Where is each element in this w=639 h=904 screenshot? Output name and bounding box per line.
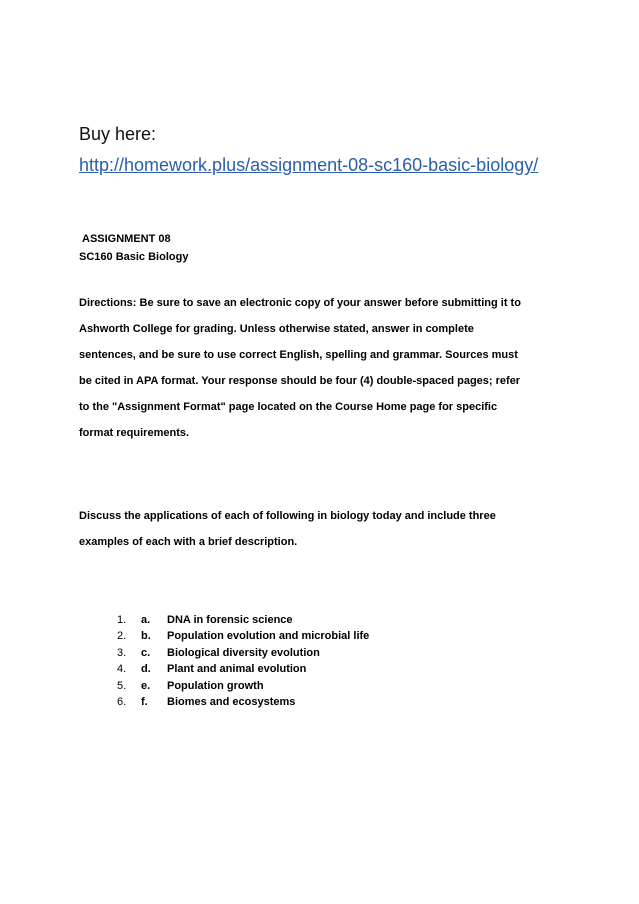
topic-letter: a. — [141, 614, 151, 626]
topic-item — [117, 678, 369, 694]
topic-letter: b. — [141, 630, 151, 643]
purchase-link[interactable]: http://homework.plus/assignment-08-sc160-basic-biology/ — [79, 155, 539, 175]
topic-item — [117, 645, 369, 661]
course-title: SC160 Basic Biology — [79, 251, 189, 263]
directions-line: to the "Assignment Format" page located on the Course Home page for specific — [79, 401, 498, 413]
topic-item — [117, 628, 369, 644]
topic-letter: d. — [141, 663, 151, 676]
topic-number: 5. — [117, 679, 127, 692]
topic-number: 2. — [117, 630, 127, 643]
topic-number: 3. — [117, 646, 127, 659]
assignment-title: ASSIGNMENT 08 — [82, 233, 171, 245]
topic-text: Biological diversity evolution — [167, 646, 320, 659]
directions-line: be cited in APA format. Your response should be four (4) double-spaced pages; refer — [79, 375, 521, 387]
topic-item — [117, 661, 369, 677]
discussion-line: examples of each with a brief description. — [79, 536, 298, 548]
topic-text: DNA in forensic science — [167, 614, 293, 626]
topic-item — [117, 612, 369, 628]
directions-line: Directions: Be sure to save an electronic copy of your answer before submitting it to — [79, 297, 521, 309]
directions-paragraph — [79, 290, 569, 446]
topic-text: Biomes and ecosystems — [167, 695, 296, 708]
topic-text: Population evolution and microbial life — [167, 630, 370, 643]
discussion-prompt — [79, 503, 569, 555]
directions-line: sentences, and be sure to use correct English, spelling and grammar. Sources must — [79, 349, 518, 361]
topic-number: 6. — [117, 695, 127, 708]
topic-letter: e. — [141, 679, 151, 692]
topic-letter: f. — [141, 695, 148, 708]
topic-text: Population growth — [167, 679, 264, 692]
topic-text: Plant and animal evolution — [167, 663, 307, 676]
topic-number: 4. — [117, 663, 127, 676]
topic-letter: c. — [141, 646, 151, 659]
discussion-line: Discuss the applications of each of following in biology today and include three — [79, 510, 496, 522]
topic-number: 1. — [117, 614, 127, 626]
topic-list — [117, 612, 369, 710]
topic-item — [117, 694, 369, 710]
directions-line: format requirements. — [79, 427, 190, 439]
buy-here-label: Buy here: — [79, 124, 157, 144]
directions-line: Ashworth College for grading. Unless otherwise stated, answer in complete — [79, 323, 474, 335]
